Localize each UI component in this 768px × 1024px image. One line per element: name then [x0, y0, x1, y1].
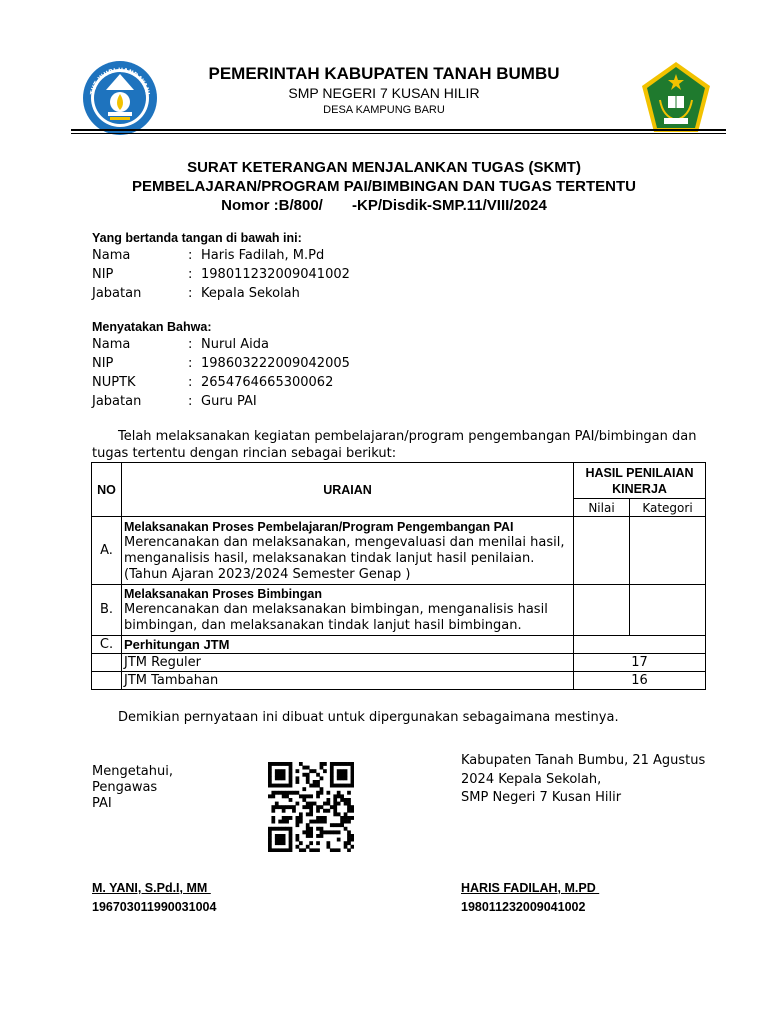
col-header-hasil: HASIL PENILAIAN KINERJA	[574, 463, 706, 499]
table-row	[92, 585, 706, 636]
jtm-title: Perhitungan JTM	[122, 636, 574, 654]
qr-code	[268, 762, 354, 852]
header-school: SMP NEGERI 7 KUSAN HILIR	[288, 85, 480, 101]
left-sign-nip: 196703011990031004	[92, 900, 217, 914]
table-row	[92, 654, 706, 672]
doc-number: Nomor :B/800/ -KP/Disdik-SMP.11/VIII/2024	[221, 197, 547, 214]
right-sign-line3: SMP Negeri 7 Kusan Hilir	[461, 790, 622, 805]
row-desc: Merencanakan dan melaksanakan bimbingan, menganalisis hasil bimbingan, dan melaksanakan tindak lanjut hasil bimbingan.	[124, 602, 548, 633]
row-desc: Merencanakan dan melaksanakan, mengevaluasi dan menilai hasil, menganalisis hasil, melaksanakan tindak lanjut hasil penilaian. (Tahun Ajaran 2023/2024 Semester Genap )	[124, 534, 565, 582]
left-sign-line2: Pengawas	[92, 780, 158, 795]
col-header-uraian: URAIAN	[122, 463, 574, 517]
table-row	[92, 672, 706, 690]
row-no: B.	[92, 585, 122, 636]
jtm-reguler-value: 17	[574, 654, 706, 672]
jtm-reguler-label: JTM Reguler	[122, 654, 574, 672]
jtm-tambahan-value: 16	[574, 672, 706, 690]
performance-table	[91, 462, 706, 690]
row-title: Melaksanakan Proses Pembelajaran/Program Pengembangan PAI	[124, 519, 514, 534]
header-government: PEMERINTAH KABUPATEN TANAH BUMBU	[208, 64, 560, 83]
subject-heading: Menyatakan Bahwa:	[92, 320, 212, 334]
doc-title-line1: SURAT KETERANGAN MENJALANKAN TUGAS (SKMT)	[187, 159, 581, 176]
row-uraian	[122, 585, 574, 636]
left-sign-line1: Mengetahui,	[92, 764, 173, 779]
right-sign-line1: Kabupaten Tanah Bumbu, 21 Agustus	[461, 753, 706, 768]
right-sign-nip: 198011232009041002	[461, 900, 586, 914]
row-nilai	[574, 585, 630, 636]
row-no: C.	[92, 636, 122, 654]
row-no: A.	[92, 517, 122, 585]
col-header-no: NO	[92, 463, 122, 517]
svg-text:TUT WURI HANDAYANI: TUT WURI HANDAYANI	[89, 66, 151, 96]
table-row	[92, 636, 706, 654]
jtm-tambahan-label: JTM Tambahan	[122, 672, 574, 690]
intro-line1: Telah melaksanakan kegiatan pembelajaran/program pengembangan PAI/bimbingan dan	[118, 429, 697, 444]
left-sign-name: M. YANI, S.Pd.I, MM	[92, 881, 211, 895]
row-nilai	[574, 517, 630, 585]
row-title: Melaksanakan Proses Bimbingan	[124, 587, 322, 601]
col-header-nilai: Nilai	[574, 499, 630, 517]
right-sign-line2: 2024 Kepala Sekolah,	[461, 772, 602, 787]
row-kategori	[630, 585, 706, 636]
left-sign-line3: PAI	[92, 796, 112, 811]
table-row	[92, 517, 706, 585]
signer-heading: Yang bertanda tangan di bawah ini:	[92, 231, 302, 245]
col-header-kategori: Kategori	[630, 499, 706, 517]
intro-line2: tugas tertentu dengan rincian sebagai berikut:	[92, 446, 397, 461]
header-rule-thin	[71, 133, 726, 134]
row-kategori	[630, 517, 706, 585]
doc-title-line2: PEMBELAJARAN/PROGRAM PAI/BIMBINGAN DAN TUGAS TERTENTU	[132, 178, 636, 195]
row-uraian	[122, 517, 574, 585]
header-village: DESA KAMPUNG BARU	[323, 104, 445, 116]
header-rule-thick	[71, 129, 726, 131]
closing-statement: Demikian pernyataan ini dibuat untuk dipergunakan sebagaimana mestinya.	[118, 710, 619, 725]
right-sign-name: HARIS FADILAH, M.PD	[461, 881, 600, 895]
